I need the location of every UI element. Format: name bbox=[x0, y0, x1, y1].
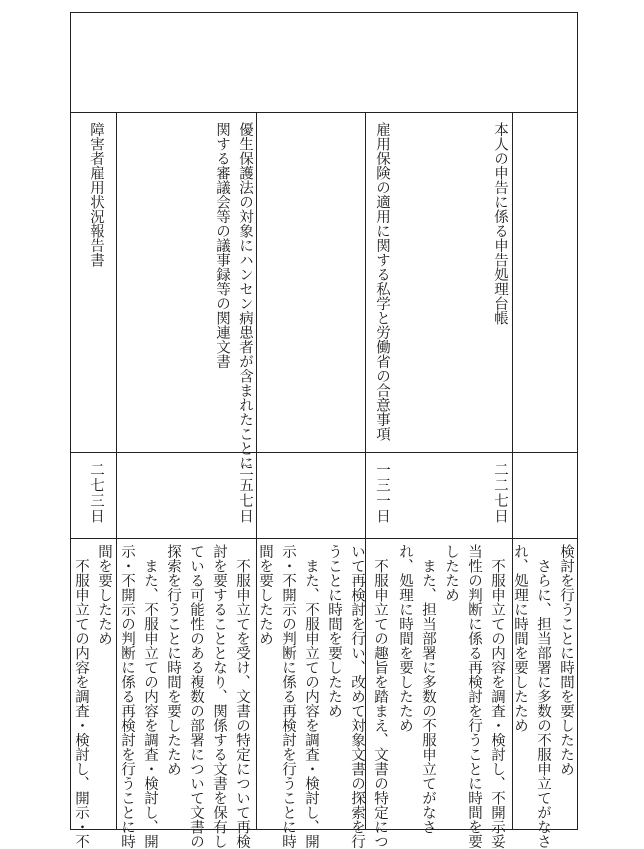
reason-line: れ、処理に時間を要したため bbox=[512, 544, 528, 733]
reason-line: 不服申立ての趣旨を踏まえ、文書の特定につ bbox=[372, 544, 388, 849]
title-days-divider bbox=[70, 452, 578, 453]
reason-line: うことに時間を要したため bbox=[326, 544, 342, 718]
row-days: 二七三日 bbox=[88, 462, 104, 524]
reason-line: 当性の判断に係る再検討を行うことに時間を要 bbox=[466, 544, 482, 849]
reason-line: 不服申立てを受け、文書の特定について再検 bbox=[234, 544, 250, 849]
reason-line: いて再検討を行い、改めて対象文書の探索を行 bbox=[349, 544, 365, 849]
reason-line: また、担当部署に多数の不服申立てがなさ bbox=[420, 544, 436, 834]
reason-line: 探索を行うことに時間を要したため bbox=[165, 544, 181, 776]
header-divider bbox=[70, 112, 578, 113]
row-title: 障害者雇用状況報告書 bbox=[88, 122, 104, 267]
reason-line: 示・不開示の判断に係る再検討を行うことに時 bbox=[280, 544, 296, 849]
reason-line: れ、処理に時間を要したため bbox=[397, 544, 413, 733]
reason-line: 討を要することとなり、関係する文書を保有し bbox=[211, 544, 227, 849]
row-days: 一三一日 bbox=[374, 462, 390, 524]
row-days: 二二七日 bbox=[492, 462, 508, 524]
reason-line: また、不服申立ての内容を調査・検討し、開 bbox=[142, 544, 158, 849]
reason-line: 間を要したため bbox=[257, 544, 273, 646]
reason-line: ている可能性のある複数の部署について文書の bbox=[188, 544, 204, 849]
reason-line: 検討を行うことに時間を要したため bbox=[558, 544, 574, 776]
column-divider bbox=[256, 112, 257, 830]
row-title: 雇用保険の適用に関する私学と労働省の合意事項 bbox=[374, 122, 390, 441]
row-days: 二五七日 bbox=[237, 462, 253, 524]
days-reason-divider bbox=[70, 538, 578, 539]
reason-line: したため bbox=[443, 544, 459, 602]
reason-line: 不服申立ての内容を調査・検討し、不開示妥 bbox=[489, 544, 505, 849]
row-title-continued: 関する審議会等の議事録等の関連文書 bbox=[214, 122, 230, 369]
reason-line: 間を要したため bbox=[96, 544, 112, 646]
reason-line: また、不服申立ての内容を調査・検討し、開 bbox=[303, 544, 319, 849]
row-title: 本人の申告に係る申告処理台帳 bbox=[492, 122, 508, 325]
reason-line: さらに、担当部署に多数の不服申立てがなさ bbox=[535, 544, 551, 849]
reason-line: 示・不開示の判断に係る再検討を行うことに時 bbox=[119, 544, 135, 849]
reason-line: 不服申立ての内容を調査・検討し、開示・不 bbox=[73, 544, 89, 849]
row-title: 優生保護法の対象にハンセン病患者が含まれたことに bbox=[237, 122, 253, 470]
